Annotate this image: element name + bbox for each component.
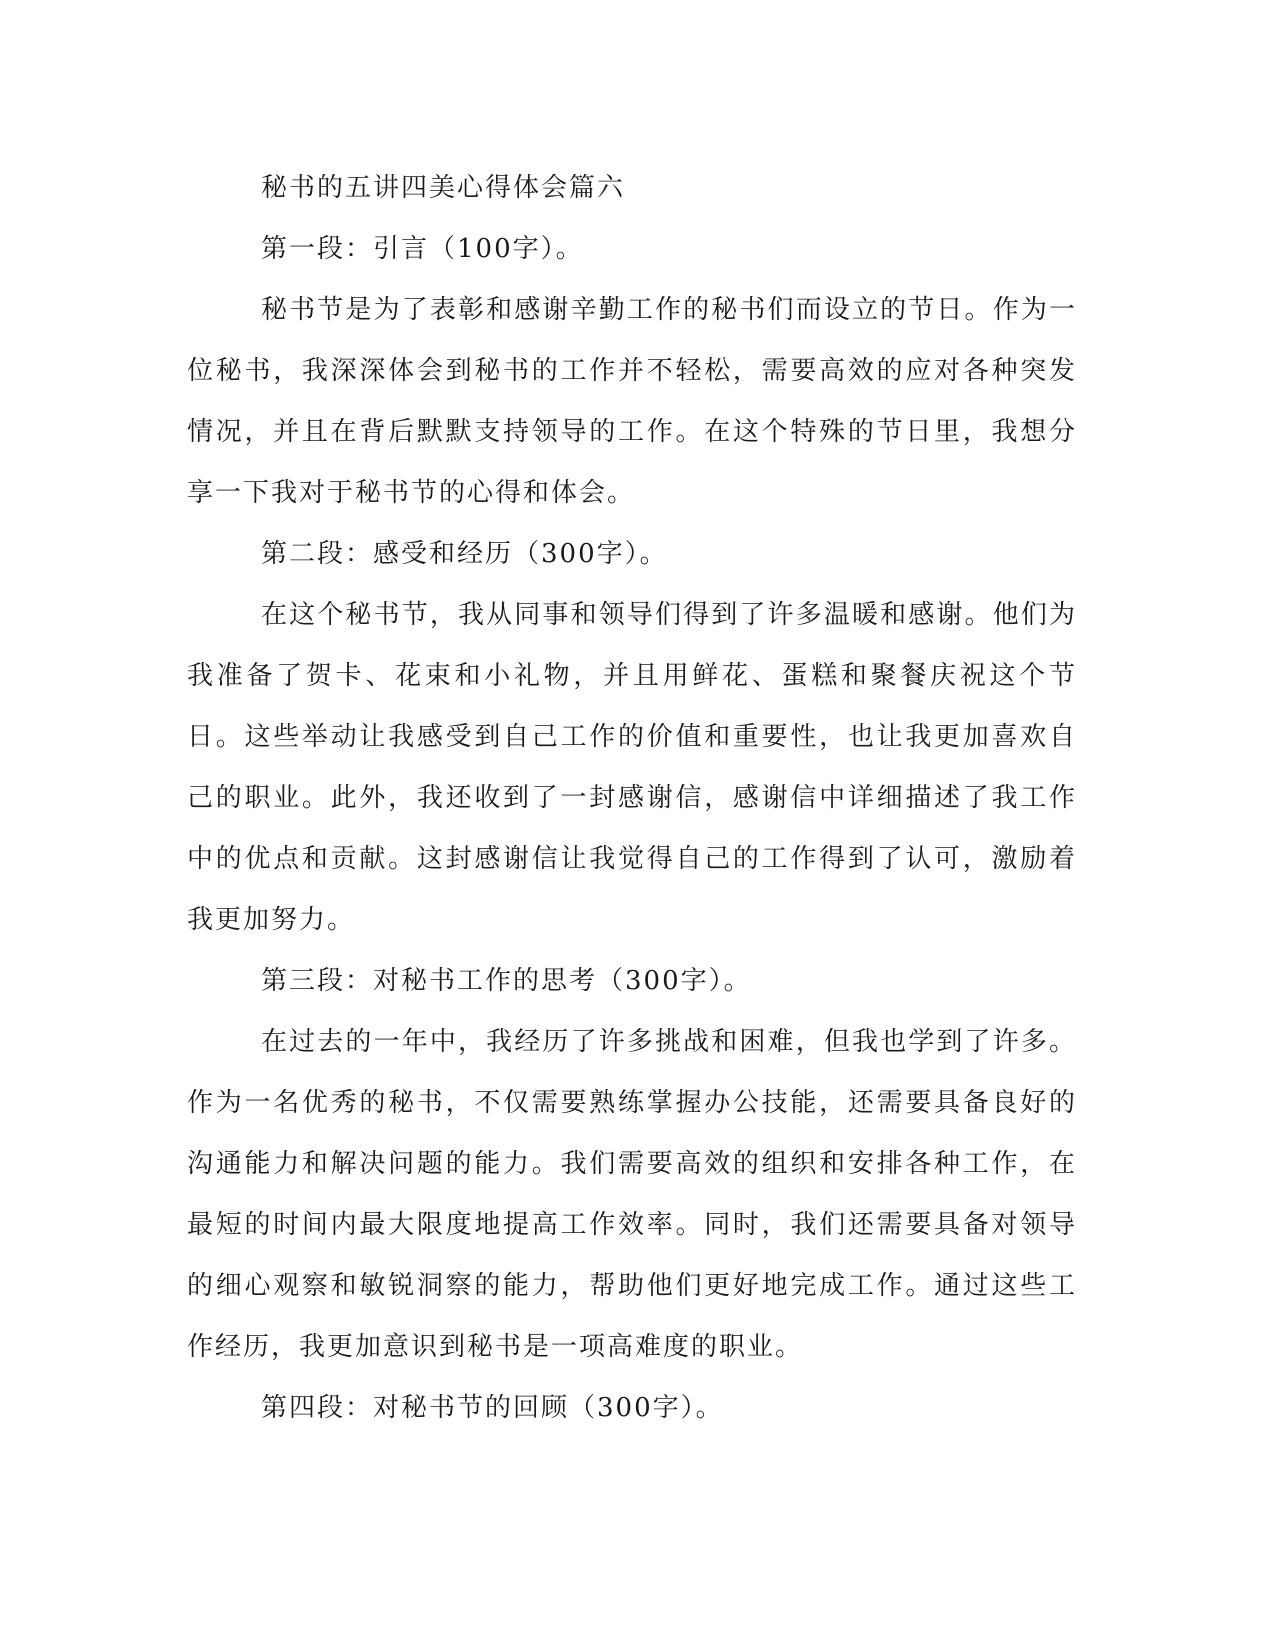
paragraph-2: 在这个秘书节，我从同事和领导们得到了许多温暖和感谢。他们为我准备了贺卡、花束和小礼物，并且用鲜花、蛋糕和聚餐庆祝这个节日。这些举动让我感受到自己工作的价值和重要性，也让我更加喜欢自己的职业。此外，我还收到了一封感谢信，感谢信中详细描述了我工作中的优点和贡献。这封感谢信让我觉得自己的工作得到了认可，激励着我更加努力。 (187, 600, 1077, 935)
paragraph-1: 秘书节是为了表彰和感谢辛勤工作的秘书们而设立的节日。作为一位秘书，我深深体会到秘书的工作并不轻松，需要高效的应对各种突发情况，并且在背后默默支持领导的工作。在这个特殊的节日里，我想分享一下我对于秘书节的心得和体会。 (187, 295, 1077, 508)
section-heading-4: 第四段：对秘书节的回顾（300字）。 (261, 1393, 724, 1423)
document-body (187, 158, 1077, 1439)
section-heading-3: 第三段：对秘书工作的思考（300字）。 (261, 966, 752, 996)
document-title: 秘书的五讲四美心得体会篇六 (261, 173, 626, 203)
section-heading-1: 第一段：引言（100字）。 (261, 234, 584, 264)
section-heading-2: 第二段：感受和经历（300字）。 (261, 539, 668, 569)
paragraph-3: 在过去的一年中，我经历了许多挑战和困难，但我也学到了许多。作为一名优秀的秘书，不仅需要熟练掌握办公技能，还需要具备良好的沟通能力和解决问题的能力。我们需要高效的组织和安排各种工作，在最短的时间内最大限度地提高工作效率。同时，我们还需要具备对领导的细心观察和敏锐洞察的能力，帮助他们更好地完成工作。通过这些工作经历，我更加意识到秘书是一项高难度的职业。 (187, 1027, 1077, 1362)
